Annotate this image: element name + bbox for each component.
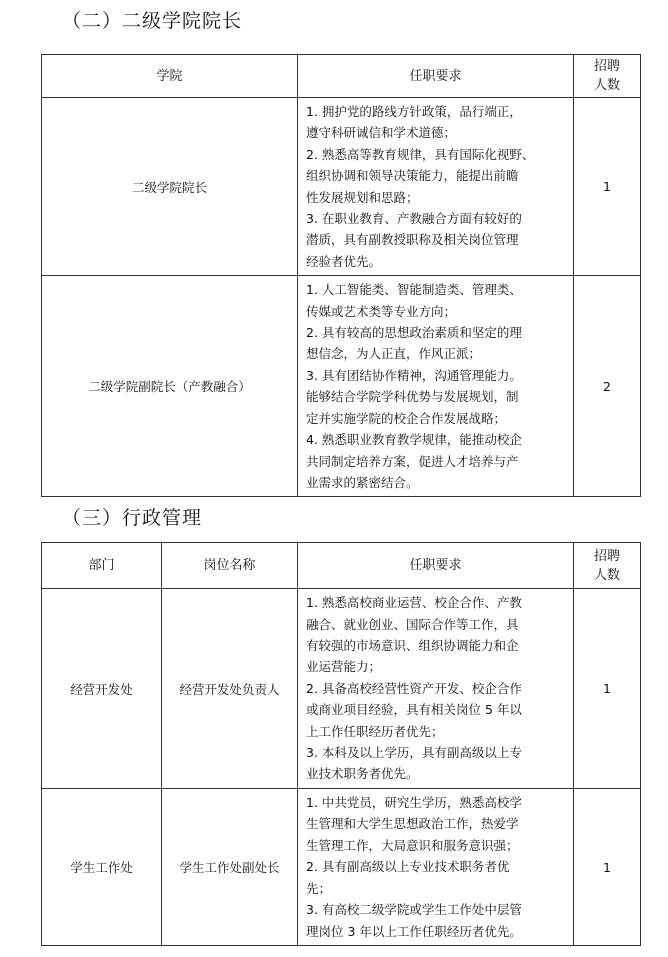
count-cell: 1 [574, 789, 641, 946]
header-requirements: 任职要求 [298, 55, 574, 98]
requirement-line: 想信念，为人正直，作风正派； [306, 346, 482, 362]
requirement-line: 生管理和大学生思想政治工作，热爱学 [306, 816, 519, 832]
header-count [574, 543, 641, 589]
position-cell: 学生工作处副处长 [162, 789, 298, 946]
requirement-line: 2. 具备高校经营性资产开发、校企合作 [306, 680, 522, 696]
table-row [42, 589, 641, 789]
requirement-line: 2. 具有较高的思想政治素质和坚定的理 [306, 325, 522, 341]
section-heading-college-dean: （二）二级学院院长 [62, 10, 243, 32]
college-dean-table [41, 54, 641, 497]
requirement-line: 或商业项目经验，具有相关岗位 5 年以 [306, 702, 522, 718]
dept-cell: 经营开发处 [42, 589, 162, 789]
header-position: 岗位名称 [162, 543, 298, 589]
requirements-cell [298, 276, 574, 497]
header-count-line1: 招聘 [593, 548, 620, 564]
table-header-row [42, 55, 641, 98]
college-cell: 二级学院院长 [42, 98, 298, 276]
table-header-row [42, 543, 641, 589]
college-cell: 二级学院副院长（产教融合） [42, 276, 298, 497]
dept-cell: 学生工作处 [42, 789, 162, 946]
position-cell: 经营开发处负责人 [162, 589, 298, 789]
requirement-line: 3. 具有团结协作精神，沟通管理能力。 [306, 367, 522, 383]
header-dept: 部门 [42, 543, 162, 589]
header-college: 学院 [42, 55, 298, 98]
requirement-line: 业运营能力； [306, 659, 382, 675]
requirements-cell [298, 589, 574, 789]
requirement-line: 3. 本科及以上学历，具有副高级以上专 [306, 745, 522, 761]
requirement-line: 上工作任职经历者优先； [306, 723, 444, 739]
requirement-line: 共同制定培养方案，促进人才培养与产 [306, 453, 519, 469]
requirement-line: 业技术职务者优先。 [306, 766, 419, 782]
requirements-cell [298, 98, 574, 276]
requirement-line: 先； [306, 880, 332, 896]
table-row [42, 276, 641, 497]
requirement-line: 4. 熟悉职业教育教学规律，能推动校企 [306, 432, 522, 448]
count-cell: 1 [574, 589, 641, 789]
requirement-line: 传媒或艺术类等专业方向； [306, 303, 457, 319]
requirement-line: 定并实施学院的校企合作发展战略； [306, 410, 507, 426]
requirement-line: 潜质，具有副教授职称及相关岗位管理 [306, 232, 519, 248]
requirement-line: 1. 拥护党的路线方针政策，品行端正， [306, 104, 522, 119]
requirement-line: 融合、就业创业、国际合作等工作，具 [306, 616, 519, 632]
requirement-line: 业需求的紧密结合。 [306, 474, 419, 490]
administration-table [41, 542, 641, 946]
header-count [574, 55, 641, 98]
header-count-line2: 人数 [593, 78, 620, 93]
requirement-line: 2. 具有副高级以上专业技术职务者优 [306, 859, 510, 875]
count-cell: 2 [574, 276, 641, 497]
table-row [42, 98, 641, 276]
requirement-line: 性发展规划和思路； [306, 189, 419, 205]
requirement-line: 3. 有高校二级学院或学生工作处中层管 [306, 902, 522, 918]
requirement-line: 组织协调和领导决策能力，能提出前瞻 [306, 168, 519, 184]
requirement-line: 能够结合学院学科优势与发展规划，制 [306, 389, 519, 405]
requirement-line: 1. 人工智能类、智能制造类、管理类、 [306, 282, 522, 298]
header-requirements: 任职要求 [298, 543, 574, 589]
count-cell: 1 [574, 98, 641, 276]
requirement-line: 遵守科研诚信和学术道德； [306, 125, 457, 141]
requirement-line: 理岗位 3 年以上工作任职经历者优先。 [306, 923, 522, 939]
requirement-line: 生管理工作，大局意识和服务意识强； [306, 837, 519, 853]
requirements-cell [298, 789, 574, 946]
requirement-line: 经验者优先。 [306, 253, 382, 269]
header-count-line1: 招聘 [593, 59, 620, 74]
requirement-line: 3. 在职业教育、产教融合方面有较好的 [306, 211, 522, 227]
table-row [42, 789, 641, 946]
requirement-line: 1. 熟悉高校商业运营、校企合作、产教 [306, 595, 522, 611]
requirement-line: 2. 熟悉高等教育规律，具有国际化视野、 [306, 146, 535, 162]
requirement-line: 有较强的市场意识、组织协调能力和企 [306, 637, 519, 653]
section-heading-administration: （三）行政管理 [62, 507, 203, 529]
header-count-line2: 人数 [593, 567, 620, 583]
requirement-line: 1. 中共党员，研究生学历，熟悉高校学 [306, 795, 522, 811]
